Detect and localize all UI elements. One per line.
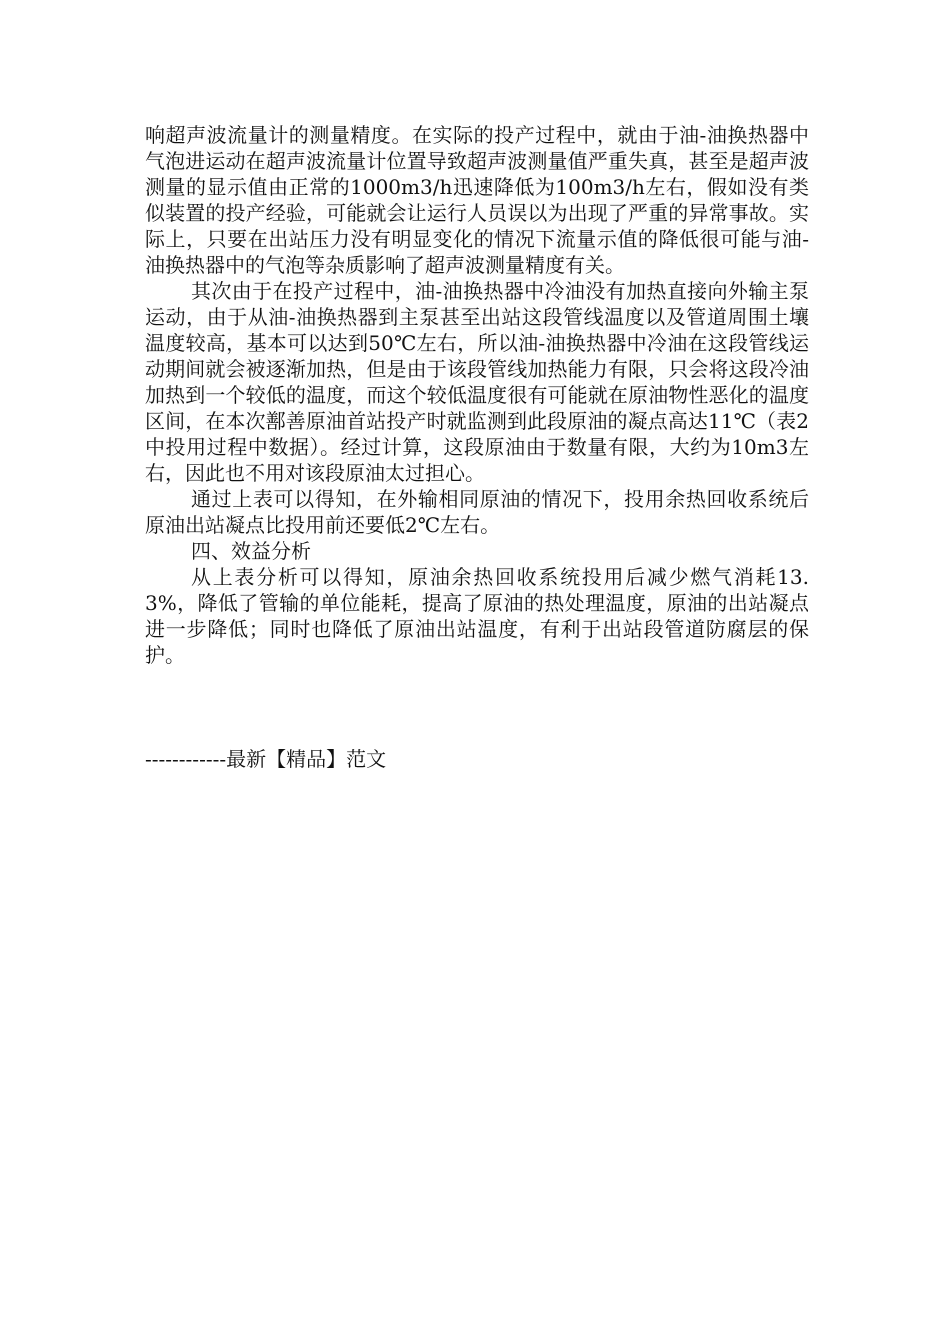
paragraph-cold-oil-heating: 其次由于在投产过程中，油-油换热器中冷油没有加热直接向外输主泵运动，由于从油-油换热器到主泵甚至出站这段管线温度以及管道周围土壤温度较高，基本可以达到50℃左右，所以油-油换热器中冷油在这段管线运动期间就会被逐渐加热，但是由于该段管线加热能力有限，只会将这段冷油加热到一个较低的温度，而这个较低温度很有可能就在原油物性恶化的温度区间，在本次鄯善原油首站投产时就监测到此段原油的凝点高达11℃（表2中投用过程中数据）。经过计算，这段原油由于数量有限，大约为10m3左右，因此也不用对该段原油太过担心。 [145, 279, 809, 485]
paragraph-ultrasonic-flowmeter: 响超声波流量计的测量精度。在实际的投产过程中，就由于油-油换热器中气泡进运动在超声波流量计位置导致超声波测量值严重失真，甚至是超声波测量的显示值由正常的1000m3/h迅速降低为100m3/h左右，假如没有类似装置的投产经验，可能就会让运行人员误以为出现了严重的异常事故。实际上，只要在出站压力没有明显变化的情况下流量示值的降低很可能与油-油换热器中的气泡等杂质影响了超声波测量精度有关。 [145, 123, 809, 277]
document-body [145, 122, 809, 668]
paragraph-pour-point-comparison: 通过上表可以得知，在外输相同原油的情况下，投用余热回收系统后原油出站凝点比投用前还要低2℃左右。 [145, 487, 809, 537]
paragraph-benefit-summary: 从上表分析可以得知，原油余热回收系统投用后减少燃气消耗13.3%，降低了管输的单位能耗，提高了原油的热处理温度，原油的出站凝点进一步降低；同时也降低了原油出站温度，有利于出站段管道防腐层的保护。 [145, 565, 809, 667]
section-heading-benefit-analysis: 四、效益分析 [191, 539, 311, 563]
footer-tagline: ------------最新【精品】范文 [145, 747, 387, 771]
